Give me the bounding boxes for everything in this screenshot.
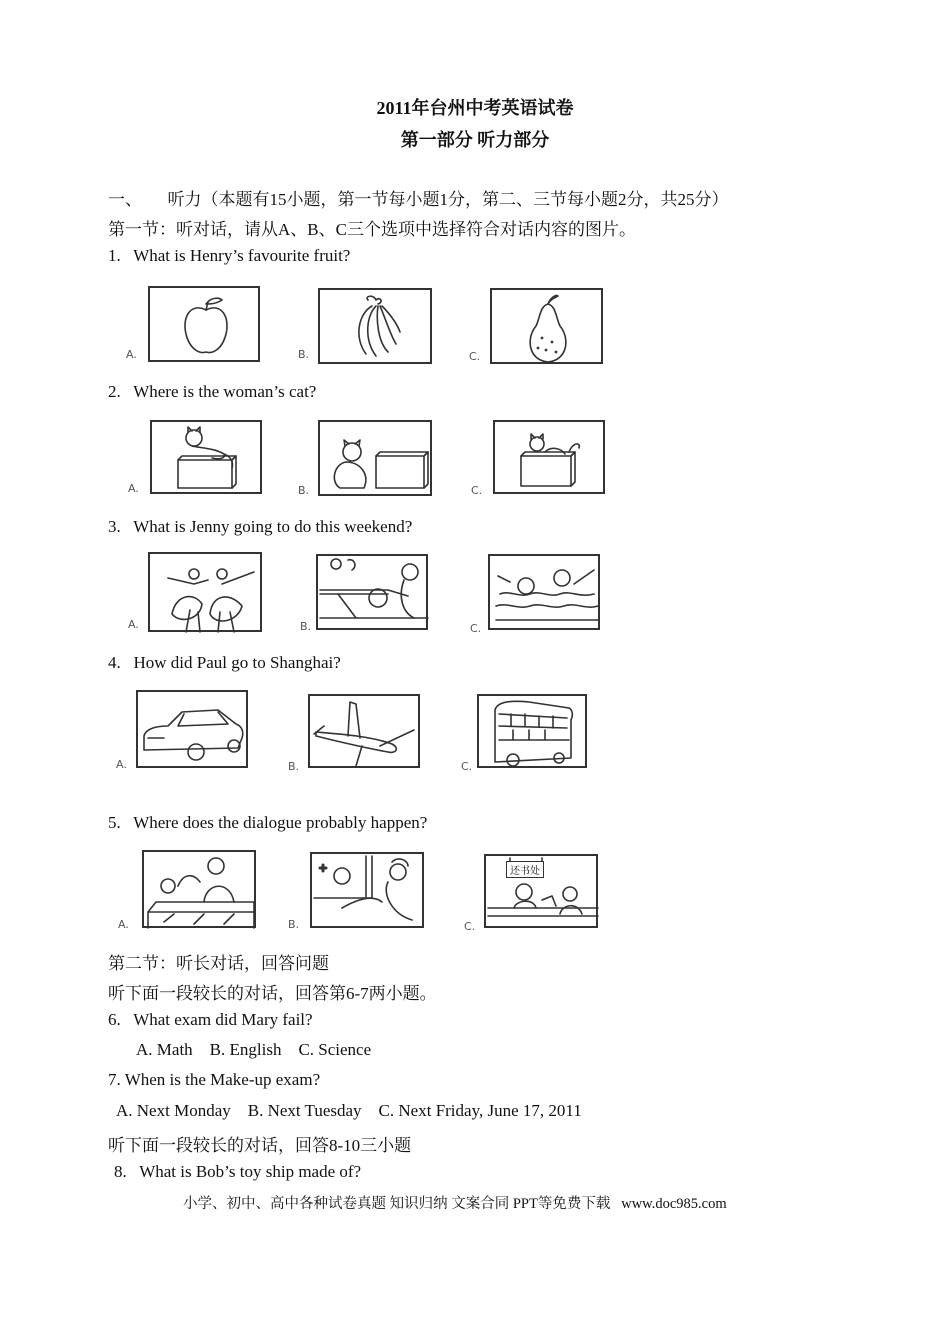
option-swimming[interactable] — [466, 552, 616, 634]
option-pear[interactable] — [463, 286, 613, 366]
option-cat-in-box[interactable] — [465, 418, 615, 498]
question-number: 3. — [108, 517, 121, 536]
ballet-image — [148, 552, 262, 632]
option-apple[interactable] — [120, 286, 270, 366]
page-footer: 小学、初中、高中各种试卷真题 知识归纳 文案合同 PPT等免费下载 www.doc985.com — [183, 1196, 727, 1212]
question-6-options[interactable]: A. Math B. English C. Science — [136, 1040, 372, 1059]
question-1 — [108, 246, 350, 266]
hospital-image — [310, 852, 424, 928]
option-label: A. — [128, 618, 139, 631]
cat-on-box-image — [150, 420, 262, 494]
question-text: Where does the dialogue probably happen? — [133, 813, 428, 832]
option-plane[interactable] — [282, 690, 432, 774]
question-6: 6. What exam did Mary fail? — [108, 1010, 313, 1029]
swimming-image — [488, 554, 600, 630]
plane-image — [308, 694, 420, 768]
question-3 — [108, 517, 412, 537]
option-label: A. — [128, 482, 139, 495]
cat-beside-box-image — [318, 420, 432, 496]
question-number: 2. — [108, 382, 121, 401]
question-4 — [108, 653, 341, 673]
section-heading: 一、 听力（本题有15小题，第一节每小题1分，第二、三节每小题2分，共25分） — [108, 190, 729, 209]
option-cat-beside-box[interactable] — [292, 418, 442, 498]
option-label: C. — [471, 484, 483, 497]
option-shop-counter[interactable] — [112, 850, 262, 932]
question-text: What is Henry’s favourite fruit? — [133, 246, 351, 265]
exam-title: 2011年台州中考英语试卷 — [376, 98, 574, 118]
option-hospital[interactable] — [282, 850, 432, 932]
question-7-options[interactable]: A. Next Monday B. Next Tuesday C. Next Friday, June 17, 2011 — [116, 1101, 582, 1120]
question-8: 8. What is Bob’s toy ship made of? — [114, 1162, 362, 1181]
part2-heading: 第二节：听长对话，回答问题 — [108, 954, 329, 973]
shop-counter-image — [142, 850, 256, 928]
dialogue1-intro: 听下面一段较长的对话，回答第6-7两小题。 — [108, 984, 437, 1003]
option-label: B. — [298, 348, 310, 361]
part-title: 第一部分 听力部分 — [400, 130, 550, 150]
part1-instruction: 第一节：听对话，请从A、B、C三个选项中选择符合对话内容的图片。 — [108, 220, 636, 239]
option-label: C. — [469, 350, 481, 363]
question-5 — [108, 813, 427, 833]
option-label: A. — [116, 758, 127, 771]
option-label: C. — [461, 760, 473, 773]
bus-image — [477, 694, 587, 768]
question-text: How did Paul go to Shanghai? — [133, 653, 341, 672]
question-number: 5. — [108, 813, 121, 832]
option-bananas[interactable] — [292, 286, 442, 366]
option-label: B. — [300, 620, 312, 633]
question-text: Where is the woman’s cat? — [133, 382, 317, 401]
option-label: B. — [288, 918, 300, 931]
dialogue2-intro: 听下面一段较长的对话，回答8-10三小题 — [108, 1136, 412, 1155]
option-label: B. — [298, 484, 310, 497]
option-label: B. — [288, 760, 300, 773]
question-2 — [108, 382, 316, 402]
option-car[interactable] — [110, 690, 260, 774]
library-desk-image — [484, 854, 598, 928]
option-double-decker-bus[interactable] — [455, 690, 605, 774]
pear-image — [490, 288, 603, 364]
option-label: C. — [470, 622, 482, 635]
bananas-image — [318, 288, 432, 364]
option-library-desk[interactable] — [456, 850, 606, 932]
question-number: 1. — [108, 246, 121, 265]
option-cat-on-box[interactable] — [122, 418, 272, 498]
option-label: A. — [118, 918, 129, 931]
option-table-tennis[interactable] — [294, 552, 444, 634]
option-label: A. — [126, 348, 137, 361]
option-ballet-dancing[interactable] — [122, 552, 272, 634]
question-number: 4. — [108, 653, 121, 672]
question-7: 7. When is the Make-up exam? — [108, 1070, 321, 1089]
apple-image — [148, 286, 260, 362]
question-text: What is Jenny going to do this weekend? — [133, 517, 413, 536]
car-image — [136, 690, 248, 768]
book-return-sign: 还书处 — [506, 861, 544, 878]
table-tennis-image — [316, 554, 428, 630]
option-label: C. — [464, 920, 476, 933]
cat-in-box-image — [493, 420, 605, 494]
